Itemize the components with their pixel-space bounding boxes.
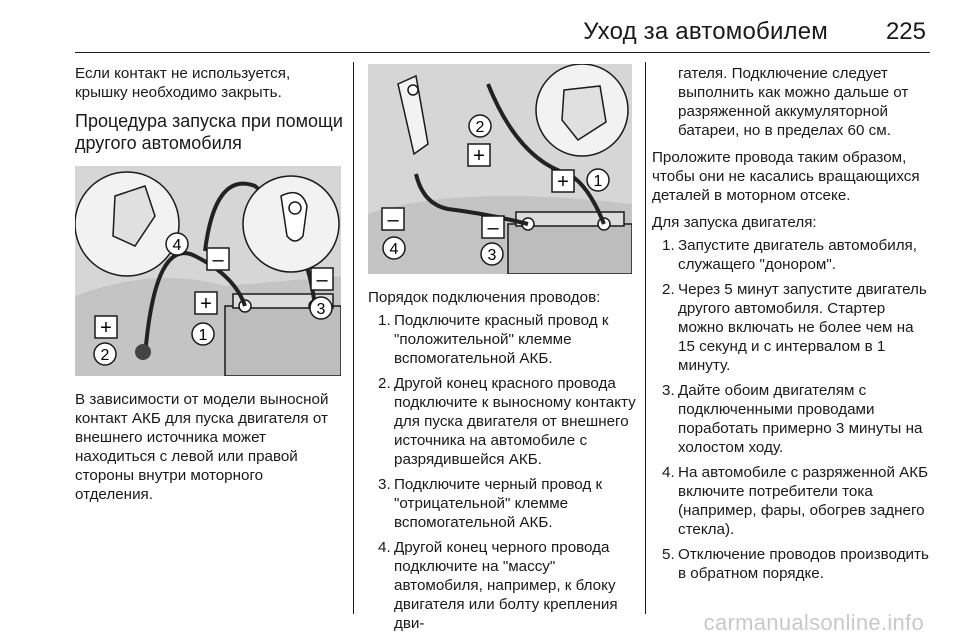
column-3	[652, 64, 930, 589]
order-heading: Порядок подключения проводов:	[368, 289, 601, 306]
connection-steps-list	[368, 311, 636, 633]
list-item	[368, 538, 636, 633]
routing-text: Проложите провода таким образом, чтобы они не касались вращающихся деталей в моторном отсеке.	[652, 149, 920, 204]
figure-1-label-3: 3	[316, 301, 326, 318]
figure-1-minus-mid: –	[212, 249, 224, 271]
note-text: В зависимости от модели выносной контакт АКБ для пуска двигателя от внешнего источника может находиться с левой или правой стороны внутри моторного отделения.	[75, 391, 329, 503]
intro-text: Если контакт не используется, крышку необходимо закрыть.	[75, 65, 291, 101]
figure-2-minus-mid: –	[487, 217, 499, 239]
list-item	[652, 545, 930, 583]
start-heading: Для запуска двигателя:	[652, 214, 817, 231]
watermark: carmanualsonline.info	[703, 610, 924, 635]
section-heading: Процедура запуска при помощи другого автомобиля	[75, 111, 343, 153]
figure-1-plus-left: +	[100, 317, 112, 339]
list-item	[368, 374, 636, 469]
jump-terminal-figure	[75, 166, 341, 376]
figure-2-label-2: 2	[475, 119, 485, 136]
page-number: 225	[885, 18, 926, 45]
continued-text: гателя. Подключение следует выполнить как можно дальше от разряженной аккумуляторной батареи, но в пределах 60 см.	[678, 65, 909, 139]
list-item	[368, 475, 636, 532]
header-rule	[75, 52, 930, 53]
start-steps-list	[652, 236, 930, 583]
step-number: 2.	[378, 375, 391, 392]
list-item	[652, 236, 930, 274]
list-item	[652, 463, 930, 539]
step-text: Дайте обоим двигателям с подключенными проводами поработать примерно 3 минуты на холостом ходу.	[678, 382, 923, 456]
step-text: Другой конец черного провода подключите на "массу" автомобиля, например, к блоку двигателя или болту крепления дви-	[394, 539, 618, 632]
figure-1-label-4: 4	[172, 237, 182, 254]
page-title: Уход за автомобилем	[583, 18, 828, 45]
connection-order-figure	[368, 64, 632, 274]
column-divider-1	[353, 62, 354, 614]
figure-2-label-4: 4	[389, 241, 399, 258]
figure-1-plus-mid: +	[200, 293, 212, 315]
step-text: Другой конец красного провода подключите к выносному контакту для пуска двигателя от внешнего источника на автомобиле с разрядившейся АКБ.	[394, 375, 636, 468]
column-1	[75, 64, 343, 512]
step-text: Подключите красный провод к "положительной" клемме вспомогательной АКБ.	[394, 312, 609, 367]
figure-2-minus-left: –	[387, 209, 399, 231]
figure-1-label-2: 2	[100, 347, 110, 364]
list-item	[652, 280, 930, 375]
step-text: Отключение проводов производить в обратном порядке.	[678, 546, 929, 582]
step-text: Через 5 минут запустите двигатель другого автомобиля. Стартер можно включать не более чем на 15 секунд и с интервалом в 1 минуту.	[678, 281, 927, 374]
connection-order-illustration	[368, 64, 632, 274]
figure-2-label-3: 3	[487, 247, 497, 264]
list-item	[368, 311, 636, 368]
step-number: 2.	[662, 281, 675, 298]
step-text: Запустите двигатель автомобиля, служащего "донором".	[678, 237, 917, 273]
figure-1-minus-right: –	[316, 269, 328, 291]
figure-1-label-1: 1	[198, 327, 208, 344]
figure-2-plus-right: +	[557, 171, 569, 193]
step-number: 5.	[662, 546, 675, 563]
step-number: 4.	[378, 539, 391, 556]
page-header	[0, 0, 960, 52]
step-number: 1.	[662, 237, 675, 254]
step-text: На автомобиле с разряженной АКБ включите потребители тока (например, фары, обогрев заднего стекла).	[678, 464, 929, 538]
column-2	[368, 64, 636, 639]
step-number: 4.	[662, 464, 675, 481]
list-item	[652, 381, 930, 457]
figure-2-label-1: 1	[593, 173, 603, 190]
jump-terminal-illustration	[75, 166, 341, 376]
column-divider-2	[645, 62, 646, 614]
step-number: 3.	[378, 476, 391, 493]
figure-2-plus-upper: +	[473, 145, 485, 167]
step-number: 3.	[662, 382, 675, 399]
step-text: Подключите черный провод к "отрицательной" клемме вспомогательной АКБ.	[394, 476, 603, 531]
step-number: 1.	[378, 312, 391, 329]
